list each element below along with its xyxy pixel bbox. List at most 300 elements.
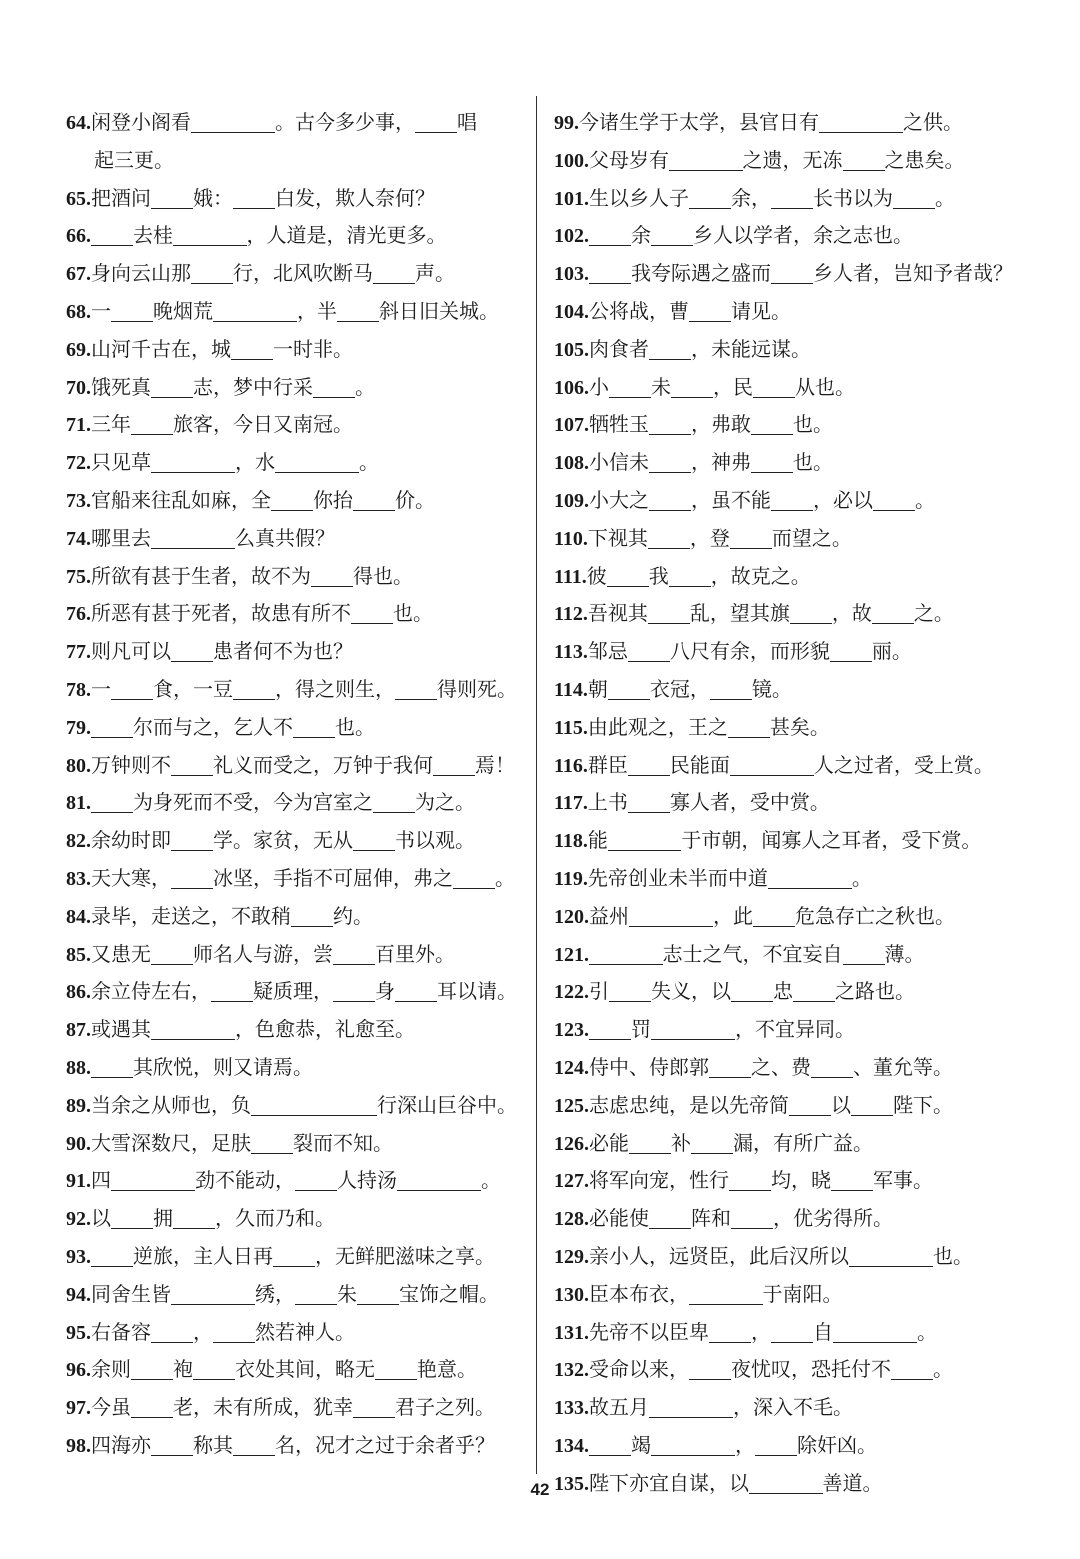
item-text: 受命以来， — [589, 1357, 689, 1382]
fill-in-blank[interactable] — [649, 1395, 733, 1418]
item-text: 之。 — [913, 601, 954, 626]
item-number: 80. — [66, 754, 91, 777]
item-number: 69. — [66, 338, 91, 361]
item-text: 也。 — [393, 601, 433, 626]
fill-in-blank[interactable] — [833, 1320, 917, 1343]
item-text: 余幼时即 — [91, 828, 171, 853]
item-text: 亲小人，远贤臣，此后汉所以 — [589, 1243, 849, 1268]
item-number: 87. — [66, 1019, 91, 1042]
item-text: 也。 — [793, 450, 833, 475]
item-text: 引 — [589, 979, 609, 1004]
item-text: 臣本布衣， — [589, 1281, 689, 1306]
item-text: 娥： — [193, 185, 233, 210]
item-text: ，久而乃和。 — [215, 1206, 335, 1231]
item-number: 90. — [66, 1132, 91, 1155]
fill-in-blank[interactable] — [311, 564, 353, 587]
item-text: 请见。 — [731, 298, 791, 323]
item-text: 艳意。 — [417, 1357, 477, 1382]
exercise-item — [66, 520, 526, 558]
item-text: 行，北风吹断马 — [233, 261, 373, 286]
item-number: 109. — [554, 489, 589, 512]
item-text: 甚矣。 — [769, 714, 830, 739]
fill-in-blank[interactable] — [819, 110, 903, 133]
fill-in-blank[interactable] — [233, 186, 275, 209]
exercise-item — [66, 784, 526, 822]
fill-in-blank[interactable] — [753, 904, 795, 927]
fill-in-blank[interactable] — [669, 148, 743, 171]
item-text: 群臣 — [587, 752, 628, 777]
exercise-item — [554, 936, 1024, 974]
item-text: 起三更。 — [94, 147, 174, 172]
item-text: 名，况才之过于余者乎？ — [275, 1432, 495, 1457]
fill-in-blank[interactable] — [628, 639, 670, 662]
item-number: 111. — [554, 565, 587, 588]
exercise-item — [66, 331, 526, 369]
item-text: ，登 — [689, 525, 730, 550]
exercise-item — [554, 1238, 1024, 1276]
item-text: 罚 — [631, 1017, 651, 1042]
item-text: 之供。 — [903, 110, 963, 134]
item-text: 同舍生皆 — [91, 1281, 171, 1306]
fill-in-blank[interactable] — [151, 186, 193, 209]
fill-in-blank[interactable] — [730, 753, 814, 776]
fill-in-blank[interactable] — [193, 1357, 235, 1380]
item-text: 学。家贫，无从 — [213, 828, 353, 853]
item-text: 人之过者，受上赏。 — [813, 752, 994, 777]
item-text: ，人道是，清光更多。 — [246, 223, 447, 248]
item-text: 食，一豆 — [153, 676, 233, 701]
item-text: 书以观。 — [395, 828, 475, 853]
item-number: 116. — [554, 754, 588, 777]
fill-in-blank[interactable] — [589, 942, 663, 965]
item-text: ，故 — [831, 601, 872, 626]
fill-in-blank[interactable] — [731, 979, 773, 1002]
fill-in-blank[interactable] — [171, 1282, 255, 1305]
item-text: 价。 — [395, 487, 435, 512]
item-text: 将军向宠，性行 — [589, 1168, 729, 1193]
exercise-item — [554, 822, 1024, 860]
item-text: 其欣悦，则又请焉。 — [133, 1054, 313, 1079]
fill-in-blank[interactable] — [689, 186, 731, 209]
item-text: 由此观之，王之 — [587, 714, 728, 739]
fill-in-blank[interactable] — [648, 526, 690, 549]
item-text: 夜忧叹，恐托付不 — [731, 1357, 891, 1382]
fill-in-blank[interactable] — [843, 148, 885, 171]
fill-in-blank[interactable] — [295, 1168, 337, 1191]
fill-in-blank[interactable] — [191, 110, 275, 133]
item-number: 93. — [66, 1245, 91, 1268]
item-text: 称其 — [193, 1432, 233, 1457]
fill-in-blank[interactable] — [849, 1244, 933, 1267]
fill-in-blank[interactable] — [91, 790, 133, 813]
fill-in-blank[interactable] — [433, 753, 475, 776]
fill-in-blank[interactable] — [891, 1357, 933, 1380]
fill-in-blank[interactable] — [151, 1017, 235, 1040]
item-number: 92. — [66, 1208, 91, 1231]
item-text: 。 — [851, 865, 872, 890]
fill-in-blank[interactable] — [231, 337, 273, 360]
fill-in-blank[interactable] — [275, 450, 359, 473]
fill-in-blank[interactable] — [213, 299, 297, 322]
fill-in-blank[interactable] — [710, 677, 752, 700]
fill-in-blank[interactable] — [589, 1433, 631, 1456]
item-text: 宝饰之帽。 — [399, 1281, 499, 1306]
item-number: 134. — [554, 1434, 589, 1457]
item-text: 今虽 — [91, 1395, 131, 1420]
item-text: 唱 — [457, 110, 477, 134]
item-text: 镜。 — [751, 676, 792, 701]
item-text: 志，梦中行采 — [193, 374, 313, 399]
item-text: 乡人以学者，余之志也。 — [693, 223, 913, 248]
item-text: 自 — [813, 1319, 833, 1344]
item-text: ，故克之。 — [710, 563, 811, 588]
item-text: 之患矣。 — [884, 147, 965, 172]
exercise-item — [554, 709, 1024, 747]
fill-in-blank[interactable] — [649, 337, 691, 360]
exercise-item — [66, 671, 526, 709]
item-number: 77. — [66, 641, 91, 664]
fill-in-blank[interactable] — [415, 110, 457, 133]
fill-in-blank[interactable] — [111, 1206, 153, 1229]
item-text: ，优劣得所。 — [773, 1206, 893, 1231]
fill-in-blank[interactable] — [395, 979, 437, 1002]
item-text: ，未能远谋。 — [691, 336, 811, 361]
item-text: 拥 — [153, 1206, 173, 1231]
item-text: 老，未有所成，犹幸 — [173, 1395, 353, 1420]
fill-in-blank[interactable] — [751, 450, 793, 473]
fill-in-blank[interactable] — [608, 828, 682, 851]
item-text: 吾视其 — [587, 601, 648, 626]
exercise-item — [554, 1200, 1024, 1238]
fill-in-blank[interactable] — [233, 677, 275, 700]
exercise-item — [554, 671, 1024, 709]
item-number: 125. — [554, 1094, 589, 1117]
fill-in-blank[interactable] — [729, 1168, 771, 1191]
item-number: 99. — [554, 112, 579, 134]
fill-in-blank[interactable] — [251, 1093, 377, 1116]
item-number: 75. — [66, 565, 91, 588]
item-number: 124. — [554, 1056, 589, 1079]
item-text: 公将战，曹 — [589, 298, 689, 323]
item-number: 70. — [66, 376, 91, 399]
fill-in-blank[interactable] — [171, 639, 213, 662]
item-text: 补 — [671, 1130, 691, 1155]
fill-in-blank[interactable] — [271, 488, 313, 511]
item-text: 小信未 — [589, 450, 649, 475]
exercise-item — [66, 898, 526, 936]
item-text: 所恶有甚于死者，故患有所不 — [91, 601, 351, 626]
fill-in-blank[interactable] — [671, 375, 713, 398]
fill-in-blank[interactable] — [629, 1131, 671, 1154]
fill-in-blank[interactable] — [171, 866, 213, 889]
fill-in-blank[interactable] — [689, 299, 731, 322]
item-text: 下视其 — [587, 525, 648, 550]
fill-in-blank[interactable] — [131, 1357, 173, 1380]
fill-in-blank[interactable] — [111, 1168, 195, 1191]
fill-in-blank[interactable] — [873, 488, 915, 511]
item-text: 四 — [91, 1168, 111, 1193]
fill-in-blank[interactable] — [375, 1357, 417, 1380]
item-text: 也。 — [793, 412, 833, 437]
exercise-item — [554, 633, 1024, 671]
item-text: ，深入不毛。 — [733, 1395, 853, 1420]
item-text: 斜日旧关城。 — [379, 298, 499, 323]
item-text: 民能面 — [669, 752, 730, 777]
exercise-item — [66, 1276, 526, 1314]
fill-in-blank[interactable] — [151, 526, 235, 549]
item-text: 失义，以 — [651, 979, 731, 1004]
exercise-item — [554, 1351, 1024, 1389]
exercise-item — [554, 217, 1024, 255]
fill-in-blank[interactable] — [730, 526, 772, 549]
fill-in-blank[interactable] — [397, 1168, 481, 1191]
fill-in-blank[interactable] — [373, 790, 415, 813]
fill-in-blank[interactable] — [731, 1206, 773, 1229]
exercise-item — [66, 142, 526, 180]
exercise-item — [554, 1011, 1024, 1049]
exercise-item — [66, 747, 526, 785]
exercise-item — [66, 1351, 526, 1389]
exercise-item — [66, 1427, 526, 1465]
fill-in-blank[interactable] — [91, 223, 133, 246]
fill-in-blank[interactable] — [111, 677, 153, 700]
fill-in-blank[interactable] — [131, 412, 173, 435]
fill-in-blank[interactable] — [789, 1093, 831, 1116]
fill-in-blank[interactable] — [191, 261, 233, 284]
item-number: 86. — [66, 981, 91, 1004]
item-text: 未 — [651, 374, 671, 399]
fill-in-blank[interactable] — [353, 1395, 395, 1418]
exercise-item — [554, 1389, 1024, 1427]
fill-in-blank[interactable] — [213, 1320, 255, 1343]
fill-in-blank[interactable] — [151, 375, 193, 398]
item-text: 。 — [935, 185, 955, 210]
item-text: 薄。 — [884, 941, 925, 966]
item-text: 。 — [917, 1319, 937, 1344]
fill-in-blank[interactable] — [689, 1282, 763, 1305]
fill-in-blank[interactable] — [751, 412, 793, 435]
fill-in-blank[interactable] — [628, 753, 670, 776]
fill-in-blank[interactable] — [131, 1395, 173, 1418]
exercise-item — [554, 747, 1024, 785]
fill-in-blank[interactable] — [771, 1320, 813, 1343]
fill-in-blank[interactable] — [151, 1433, 193, 1456]
item-text: 必能使 — [589, 1206, 649, 1231]
item-text: 侍中、侍郎郭 — [589, 1054, 709, 1079]
item-text: 尔而与之，乞人不 — [133, 714, 293, 739]
item-text: 之、费 — [751, 1054, 811, 1079]
item-text: ，无鲜肥滋味之享。 — [315, 1243, 495, 1268]
fill-in-blank[interactable] — [337, 299, 379, 322]
fill-in-blank[interactable] — [293, 715, 335, 738]
item-text: 除奸凶。 — [797, 1432, 877, 1457]
fill-in-blank[interactable] — [589, 223, 631, 246]
item-text: 劲不能动， — [195, 1168, 295, 1193]
fill-in-blank[interactable] — [771, 488, 813, 511]
item-text: 均，晓 — [771, 1168, 831, 1193]
item-text: 焉！ — [475, 752, 515, 777]
fill-in-blank[interactable] — [793, 979, 835, 1002]
fill-in-blank[interactable] — [353, 828, 395, 851]
fill-in-blank[interactable] — [649, 450, 691, 473]
fill-in-blank[interactable] — [811, 1055, 853, 1078]
fill-in-blank[interactable] — [753, 375, 795, 398]
item-number: 131. — [554, 1321, 589, 1344]
exercise-item — [554, 1049, 1024, 1087]
item-text: 朱 — [337, 1281, 357, 1306]
fill-in-blank[interactable] — [171, 828, 213, 851]
item-text: 或遇其 — [91, 1017, 151, 1042]
fill-in-blank[interactable] — [357, 1282, 399, 1305]
item-text: 得也。 — [353, 563, 413, 588]
item-text: 君子之列。 — [395, 1395, 495, 1420]
fill-in-blank[interactable] — [755, 1433, 797, 1456]
fill-in-blank[interactable] — [651, 223, 693, 246]
fill-in-blank[interactable] — [273, 1244, 315, 1267]
item-number: 110. — [554, 527, 588, 550]
fill-in-blank[interactable] — [790, 601, 832, 624]
fill-in-blank[interactable] — [648, 601, 690, 624]
fill-in-blank[interactable] — [607, 564, 649, 587]
exercise-item — [554, 784, 1024, 822]
fill-in-blank[interactable] — [651, 1433, 735, 1456]
fill-in-blank[interactable] — [251, 1131, 293, 1154]
fill-in-blank[interactable] — [830, 639, 872, 662]
item-number: 76. — [66, 603, 91, 626]
fill-in-blank[interactable] — [843, 942, 885, 965]
item-number: 117. — [554, 792, 588, 815]
column-divider — [536, 96, 537, 1474]
item-text: 之遗，无冻 — [742, 147, 843, 172]
item-text: 小 — [589, 374, 609, 399]
fill-in-blank[interactable] — [151, 1320, 193, 1343]
item-number: 129. — [554, 1245, 589, 1268]
fill-in-blank[interactable] — [609, 979, 651, 1002]
fill-in-blank[interactable] — [353, 488, 395, 511]
fill-in-blank[interactable] — [151, 942, 193, 965]
fill-in-blank[interactable] — [91, 1055, 133, 1078]
item-text: ，不宜异同。 — [735, 1017, 855, 1042]
left-column — [66, 104, 526, 1465]
fill-in-blank[interactable] — [333, 942, 375, 965]
page-number: 42 — [530, 1480, 550, 1499]
exercise-item — [554, 406, 1024, 444]
fill-in-blank[interactable] — [851, 1093, 893, 1116]
item-text: ， — [193, 1319, 213, 1344]
fill-in-blank[interactable] — [111, 299, 153, 322]
fill-in-blank[interactable] — [768, 866, 852, 889]
item-number: 82. — [66, 830, 91, 853]
item-number: 118. — [554, 830, 588, 853]
fill-in-blank[interactable] — [771, 186, 813, 209]
exercise-item — [554, 1314, 1024, 1352]
fill-in-blank[interactable] — [395, 677, 437, 700]
item-text: 于市朝，闻寡人之耳者，受下赏。 — [681, 828, 982, 853]
item-text: 礼义而受之，万钟于我何 — [213, 752, 433, 777]
fill-in-blank[interactable] — [589, 1017, 631, 1040]
fill-in-blank[interactable] — [649, 488, 691, 511]
fill-in-blank[interactable] — [91, 1244, 133, 1267]
fill-in-blank[interactable] — [173, 1206, 215, 1229]
fill-in-blank[interactable] — [771, 261, 813, 284]
fill-in-blank[interactable] — [609, 375, 651, 398]
fill-in-blank[interactable] — [649, 1206, 691, 1229]
fill-in-blank[interactable] — [173, 223, 247, 246]
item-text: 余 — [631, 223, 651, 248]
fill-in-blank[interactable] — [608, 677, 650, 700]
item-text: 为之。 — [415, 790, 475, 815]
fill-in-blank[interactable] — [709, 1320, 751, 1343]
item-text: 故五月 — [589, 1395, 649, 1420]
fill-in-blank[interactable] — [333, 979, 375, 1002]
fill-in-blank[interactable] — [313, 375, 355, 398]
exercise-item — [66, 1049, 526, 1087]
fill-in-blank[interactable] — [669, 564, 711, 587]
fill-in-blank[interactable] — [893, 186, 935, 209]
item-text: 天大寒， — [91, 865, 171, 890]
item-number: 132. — [554, 1359, 589, 1382]
item-text: 哪里去 — [91, 525, 151, 550]
exercise-item — [554, 1276, 1024, 1314]
fill-in-blank[interactable] — [171, 753, 213, 776]
fill-in-blank[interactable] — [629, 904, 713, 927]
item-text: 父母岁有 — [589, 147, 669, 172]
item-text: 人持汤 — [337, 1168, 397, 1193]
fill-in-blank[interactable] — [295, 1282, 337, 1305]
item-number: 103. — [554, 263, 589, 286]
exercise-item — [66, 822, 526, 860]
fill-in-blank[interactable] — [589, 261, 631, 284]
item-number: 130. — [554, 1283, 589, 1306]
exercise-item — [554, 973, 1024, 1011]
exercise-item — [66, 1200, 526, 1238]
item-number: 122. — [554, 981, 589, 1004]
fill-in-blank[interactable] — [628, 790, 670, 813]
item-text: 。 — [495, 865, 515, 890]
item-text: ， — [751, 1319, 771, 1344]
fill-in-blank[interactable] — [453, 866, 495, 889]
fill-in-blank[interactable] — [831, 1168, 873, 1191]
exercise-item — [554, 1087, 1024, 1125]
fill-in-blank[interactable] — [373, 261, 415, 284]
fill-in-blank[interactable] — [351, 601, 393, 624]
fill-in-blank[interactable] — [151, 450, 235, 473]
fill-in-blank[interactable] — [233, 1433, 275, 1456]
item-text: 大雪深数尺，足肤 — [91, 1130, 251, 1155]
item-number: 126. — [554, 1132, 589, 1155]
fill-in-blank[interactable] — [728, 715, 770, 738]
item-text: 生以乡人子 — [589, 185, 689, 210]
item-text: ，神弗 — [691, 450, 751, 475]
exercise-item — [66, 482, 526, 520]
fill-in-blank[interactable] — [91, 715, 133, 738]
fill-in-blank[interactable] — [709, 1055, 751, 1078]
fill-in-blank[interactable] — [651, 1017, 735, 1040]
item-text: 百里外。 — [375, 941, 455, 966]
item-text: 只见草 — [91, 450, 151, 475]
item-text: 军事。 — [873, 1168, 933, 1193]
item-text: 旅客，今日又南冠。 — [173, 412, 353, 437]
fill-in-blank[interactable] — [872, 601, 914, 624]
fill-in-blank[interactable] — [689, 1357, 731, 1380]
fill-in-blank[interactable] — [691, 1131, 733, 1154]
fill-in-blank[interactable] — [211, 979, 253, 1002]
fill-in-blank[interactable] — [649, 412, 691, 435]
fill-in-blank[interactable] — [291, 904, 333, 927]
item-text: ，民 — [713, 374, 753, 399]
item-number: 88. — [66, 1056, 91, 1079]
exercise-item — [66, 1238, 526, 1276]
